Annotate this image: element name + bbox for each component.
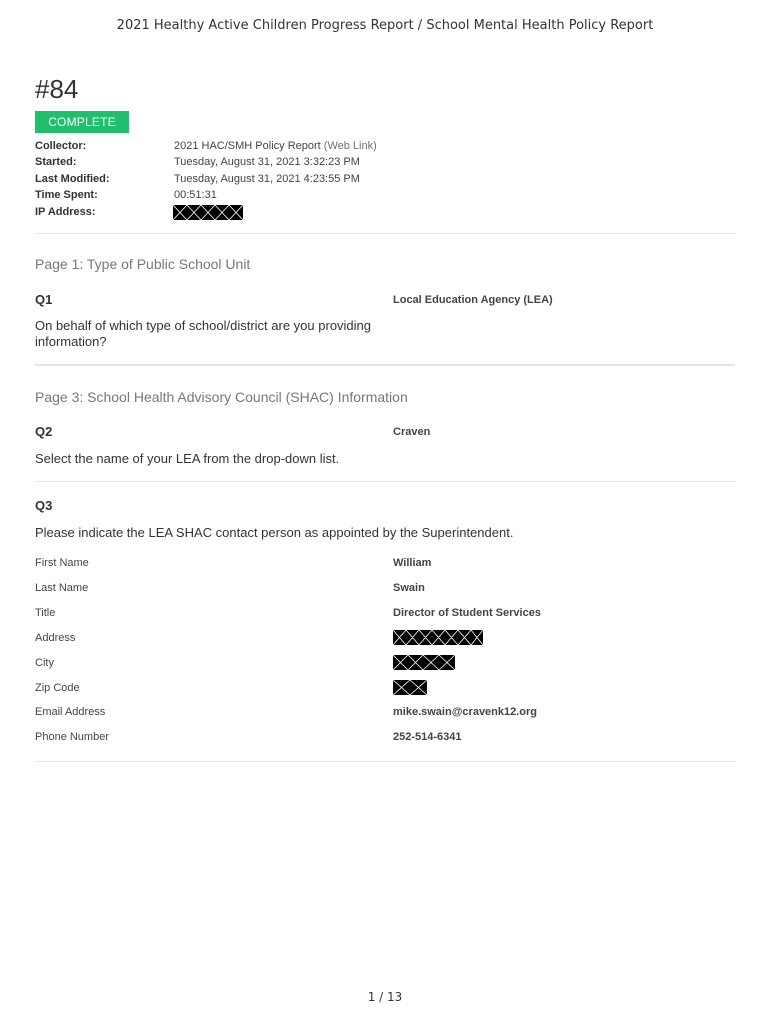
- q3-number: Q3: [35, 498, 53, 513]
- field-value-zip-redacted: [393, 680, 427, 698]
- field-label-first-name: First Name: [35, 557, 89, 569]
- field-label-zip-code: Zip Code: [35, 682, 80, 694]
- field-value-city-redacted: [393, 655, 455, 673]
- page1-heading: Page 1: Type of Public School Unit: [35, 256, 251, 272]
- field-value-last-name: Swain: [393, 582, 425, 594]
- field-label-address: Address: [35, 632, 76, 644]
- field-value-address-redacted: [393, 630, 483, 648]
- ip-label: IP Address:: [35, 206, 96, 218]
- field-label-title: Title: [35, 607, 56, 619]
- section-divider: [35, 364, 735, 366]
- started-value: Tuesday, August 31, 2021 3:32:23 PM: [174, 156, 360, 168]
- field-value-first-name: William: [393, 557, 432, 569]
- page3-heading: Page 3: School Health Advisory Council (SHAC) Information: [35, 389, 408, 405]
- q1-text: On behalf of which type of school/district are you providing information?: [35, 318, 372, 349]
- collector-label: Collector:: [35, 140, 87, 152]
- report-title: 2021 Healthy Active Children Progress Report / School Mental Health Policy Report: [116, 18, 654, 33]
- collector-note: (Web Link): [323, 140, 377, 152]
- q2-text: Select the name of your LEA from the drop-down list.: [35, 451, 340, 466]
- question-divider: [35, 761, 735, 762]
- field-value-email: mike.swain@cravenk12.org: [393, 706, 538, 718]
- field-value-phone: 252-514-6341: [393, 731, 462, 743]
- redaction-box: [393, 655, 455, 670]
- modified-value: Tuesday, August 31, 2021 4:23:55 PM: [174, 173, 360, 185]
- q2-answer: Craven: [393, 426, 431, 438]
- q3-text: Please indicate the LEA SHAC contact person as appointed by the Superintendent.: [35, 525, 514, 540]
- collector-value-group: [174, 140, 377, 152]
- started-label: Started:: [35, 156, 77, 168]
- q1-number: Q1: [35, 292, 53, 307]
- question-divider: [35, 481, 735, 482]
- status-badge: COMPLETE: [35, 111, 129, 133]
- redaction-box: [393, 630, 483, 645]
- section-divider: [35, 233, 735, 234]
- field-label-city: City: [35, 657, 54, 669]
- time-label: Time Spent:: [35, 189, 98, 201]
- redaction-box: [393, 680, 427, 695]
- modified-label: Last Modified:: [35, 173, 110, 185]
- page-number: 1 / 13: [367, 990, 403, 1004]
- field-label-email: Email Address: [35, 706, 106, 718]
- time-value: 00:51:31: [174, 189, 217, 201]
- field-label-last-name: Last Name: [35, 582, 89, 594]
- collector-value: 2021 HAC/SMH Policy Report: [174, 140, 321, 152]
- q2-number: Q2: [35, 424, 53, 439]
- response-id: #84: [35, 74, 79, 104]
- field-label-phone: Phone Number: [35, 731, 109, 743]
- redaction-box: [173, 205, 243, 220]
- ip-value-redacted: [173, 205, 243, 223]
- q1-answer: Local Education Agency (LEA): [393, 294, 553, 306]
- field-value-title: Director of Student Services: [393, 607, 541, 619]
